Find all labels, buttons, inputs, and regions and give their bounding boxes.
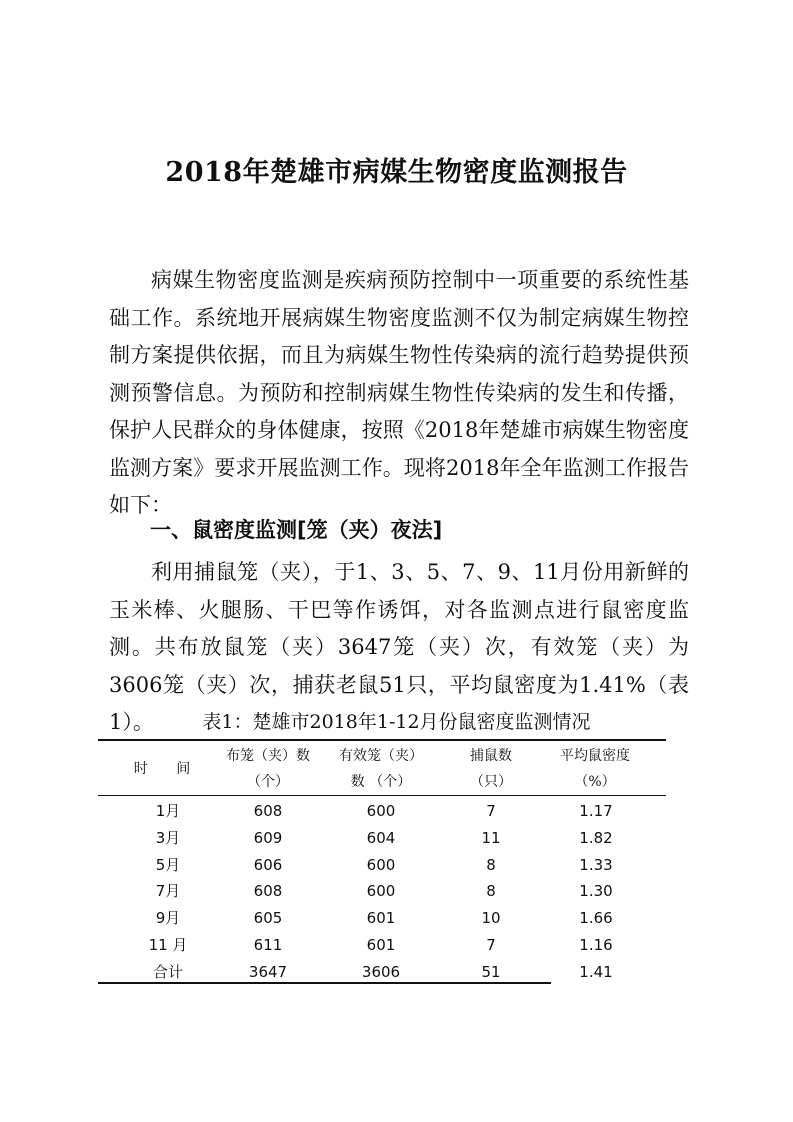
header-captured-line1: 捕鼠数 [470, 748, 512, 764]
header-time [128, 756, 208, 782]
cell-effective: 600 [366, 882, 396, 901]
cell-density: 1.66 [579, 909, 613, 928]
cell-effective: 601 [366, 909, 396, 928]
header-time-label: 时 间 [133, 761, 203, 777]
cell-month: 合计 [152, 962, 183, 981]
table-row [98, 852, 666, 879]
cell-month: 1月 [155, 802, 181, 820]
cell-set: 608 [253, 802, 283, 820]
cell-month: 5月 [155, 855, 181, 874]
cell-captured: 8 [486, 882, 496, 901]
cell-month: 11 月 [148, 935, 188, 954]
cell-set: 3647 [248, 962, 288, 981]
table-row [98, 932, 666, 959]
cell-density: 1.33 [579, 855, 613, 874]
cell-captured: 8 [486, 855, 496, 874]
cell-set: 609 [253, 828, 283, 847]
cell-effective: 3606 [361, 962, 401, 981]
table-bottom-rule [98, 982, 551, 984]
cell-set: 608 [253, 882, 283, 901]
cell-month: 9月 [155, 909, 181, 928]
header-avg-line2: （%） [574, 774, 616, 790]
table-top-rule [98, 739, 666, 741]
header-effective-line2: 数 （个） [350, 774, 412, 790]
cell-effective: 600 [366, 802, 396, 820]
cell-effective: 600 [366, 855, 396, 874]
rodent-method-paragraph: 利用捕鼠笼（夹），于1、3、5、7、9、11月份用新鲜的玉米棒、火腿肠、干巴等作诱饵，对各监测点进行鼠密度监测。共布放鼠笼（夹）3647笼（夹）次，有效笼（夹）为3606笼（夹）次，捕获老鼠51只，平均鼠密度为1.41%（表1）。 [109, 560, 689, 734]
table-row [98, 905, 666, 932]
cell-month: 7月 [155, 882, 181, 901]
cell-captured: 7 [486, 935, 496, 954]
cell-set: 605 [253, 909, 283, 928]
cell-effective: 601 [366, 935, 396, 954]
header-effective-count [326, 743, 436, 795]
cell-month: 3月 [155, 828, 181, 847]
header-set-count [216, 743, 320, 795]
header-avg-density [530, 743, 660, 795]
table-header-rule [98, 795, 666, 796]
page-title: 2018年楚雄市病媒生物密度监测报告 [165, 157, 628, 188]
section-heading-rodent: 一、鼠密度监测[笼（夹）夜法] [150, 518, 443, 542]
table-body [98, 798, 666, 986]
cell-captured: 51 [481, 962, 501, 981]
cell-density: 1.17 [579, 802, 613, 820]
header-captured-line2: （只） [470, 774, 512, 790]
cell-effective: 604 [366, 828, 396, 847]
cell-captured: 7 [486, 802, 496, 820]
header-set-line1: 布笼（夹）数 [226, 748, 310, 764]
intro-paragraph: 病媒生物密度监测是疾病预防控制中一项重要的系统性基础工作。系统地开展病媒生物密度监测不仅为制定病媒生物控制方案提供依据，而且为病媒生物性传染病的流行趋势提供预测预警信息。为预防和控制病媒生物性传染病的发生和传播，保护人民群众的身体健康，按照《2018年楚雄市病媒生物密度监测方案》要求开展监测工作。现将2018年全年监测工作报告如下： [109, 268, 689, 517]
header-avg-line1: 平均鼠密度 [560, 748, 630, 764]
table-caption: 表1：楚雄市2018年1-12月份鼠密度监测情况 [202, 711, 591, 733]
header-captured [450, 743, 532, 795]
cell-density: 1.41 [579, 962, 613, 981]
cell-density: 1.30 [579, 882, 613, 901]
cell-set: 606 [253, 855, 283, 874]
cell-captured: 10 [481, 909, 501, 928]
table-row [98, 798, 666, 825]
header-effective-line1: 有效笼（夹） [339, 748, 423, 764]
cell-captured: 11 [481, 828, 501, 847]
table-row [98, 878, 666, 905]
header-set-line2: （个） [247, 774, 289, 790]
table-row [98, 825, 666, 852]
cell-density: 1.82 [579, 828, 613, 847]
cell-density: 1.16 [579, 935, 613, 954]
cell-set: 611 [253, 935, 283, 954]
